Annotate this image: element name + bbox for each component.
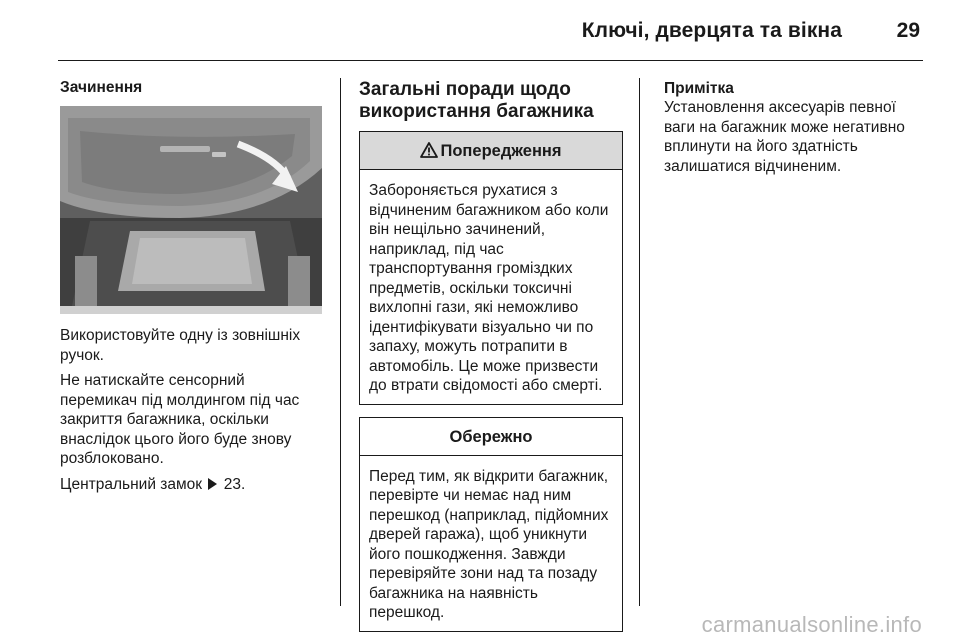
warning-box: [359, 131, 623, 405]
caution-box: [359, 417, 623, 632]
section-heading-closing: Зачинення: [60, 79, 143, 96]
paragraph-2: Не натискайте сенсорний перемикач під молдингом під час закриття багажника, оскільки внаслідок цього його буде знову розблоковано.: [60, 372, 300, 467]
note-title: Примітка: [664, 80, 734, 97]
left-column: [60, 79, 325, 500]
note-text: Установлення аксесуарів певної ваги на багажник може негативно вплинути на його здатність залишатися відчиненим.: [664, 99, 905, 175]
closing-instructions: [60, 326, 325, 494]
open-tailgate-illustration: [60, 106, 322, 314]
warning-title: Попередження: [440, 142, 562, 160]
page-number: 29: [896, 19, 920, 42]
paragraph-1: Використовуйте одну із зовнішніх ручок.: [60, 327, 301, 364]
column-divider-2: [639, 78, 640, 606]
warning-triangle-icon: [420, 142, 438, 158]
warning-text: Забороняється рухатися з відчиненим багажником або коли він нещільно зачинений, наприклад, під час транспортування громіздких предметів, оскільки токсичні вихлопні гази, які неможливо ідентифікувати візуально чи по запаху, можуть потрапити в автомобіль. Це може призвести до втрати свідомості або смерті.: [369, 182, 609, 394]
page-header: [0, 0, 960, 62]
header-title: Ключі, дверцята та вікна: [581, 19, 842, 42]
footer-watermark: carmanualsonline.info: [701, 612, 922, 637]
cross-reference-triangle-icon: [208, 478, 217, 490]
warning-box-header: [360, 132, 622, 170]
right-column: [664, 79, 929, 176]
column-divider-1: [340, 78, 341, 606]
middle-column: [359, 79, 623, 632]
section-heading-general-tips: Загальні поради щодо використання багажника: [359, 79, 594, 122]
caution-title: Обережно: [360, 418, 622, 456]
cross-reference: [60, 475, 325, 495]
xref-text: Центральний замок: [60, 475, 203, 493]
header-rule: [58, 60, 923, 61]
xref-page: 23.: [223, 475, 246, 493]
caution-text: Перед тим, як відкрити багажник, перевірте чи немає над ним перешкод (наприклад, підйомних дверей гаража), щоб уникнути його пошкодження. Завжди перевіряйте зони над та позаду багажника на наявність перешкод.: [369, 467, 609, 621]
